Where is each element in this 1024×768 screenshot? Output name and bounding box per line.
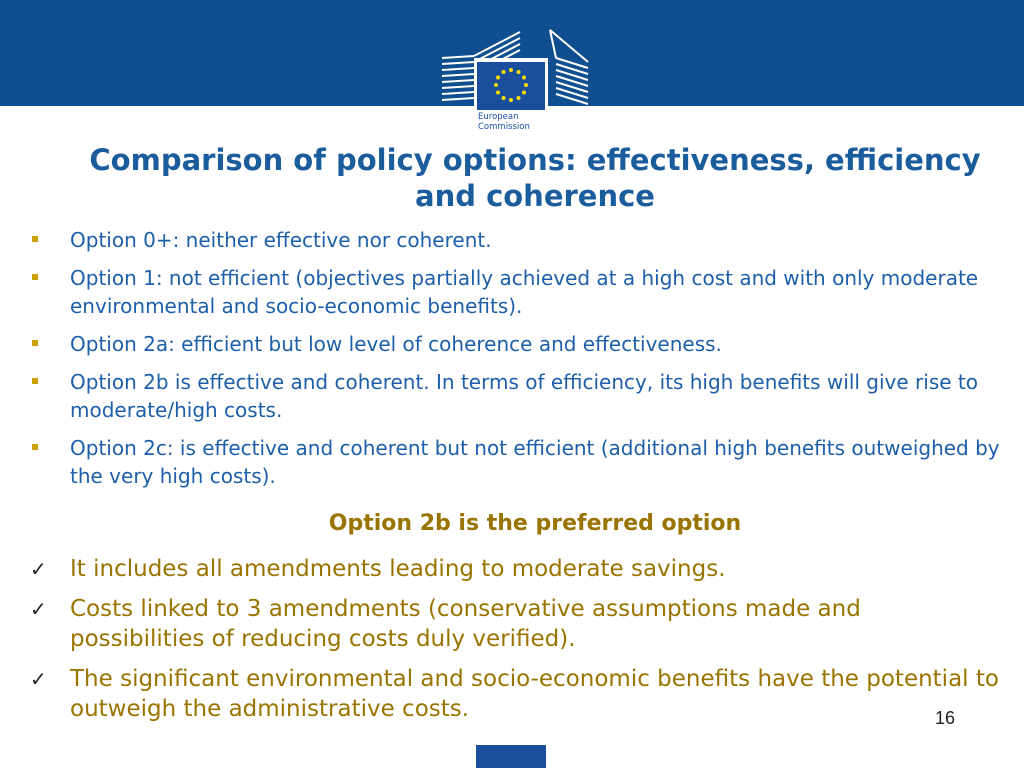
reason-text: It includes all amendments leading to moderate savings. [70, 556, 726, 582]
list-item [30, 368, 1000, 424]
reason-text: Costs linked to 3 amendments (conservative assumptions made and possibilities of reducing costs duly verified). [70, 596, 861, 652]
option-text: Option 0+: neither effective nor coherent. [70, 228, 492, 252]
option-text: Option 2c: is effective and coherent but not efficient (additional high benefits outweighed by the very high costs). [70, 436, 1000, 488]
bullet-square-icon [32, 378, 38, 384]
eu-flag-icon [477, 62, 545, 110]
page-number: 16 [935, 708, 956, 728]
checkmark-icon: ✓ [30, 557, 47, 581]
footer-flag-icon [476, 745, 546, 768]
checkmark-icon: ✓ [30, 667, 47, 691]
list-item [30, 664, 1000, 724]
slide-title: Comparison of policy options: effectiveness, efficiency and coherence [89, 143, 981, 213]
reasons-list [30, 554, 1000, 734]
bullet-square-icon [32, 236, 38, 242]
bullet-square-icon [32, 340, 38, 346]
logo-text-line1: European [478, 112, 519, 122]
logo-text-line2: Commission [478, 122, 530, 132]
list-item [30, 434, 1000, 490]
list-item [30, 264, 1000, 320]
list-item [30, 594, 1000, 654]
option-text: Option 1: not efficient (objectives partially achieved at a high cost and with only moderate environmental and socio-economic benefits). [70, 266, 979, 318]
logo-text [478, 112, 546, 132]
bullet-square-icon [32, 444, 38, 450]
reason-text: The significant environmental and socio-economic benefits have the potential to outweigh the administrative costs. [70, 666, 999, 722]
list-item [30, 330, 1000, 358]
checkmark-icon: ✓ [30, 597, 47, 621]
bullet-square-icon [32, 274, 38, 280]
options-list [30, 226, 1000, 500]
option-text: Option 2a: efficient but low level of coherence and effectiveness. [70, 332, 722, 356]
list-item [30, 554, 1000, 584]
list-item [30, 226, 1000, 254]
preferred-option-heading: Option 2b is the preferred option [328, 511, 742, 536]
option-text: Option 2b is effective and coherent. In terms of efficiency, its high benefits will give rise to moderate/high costs. [70, 370, 978, 422]
